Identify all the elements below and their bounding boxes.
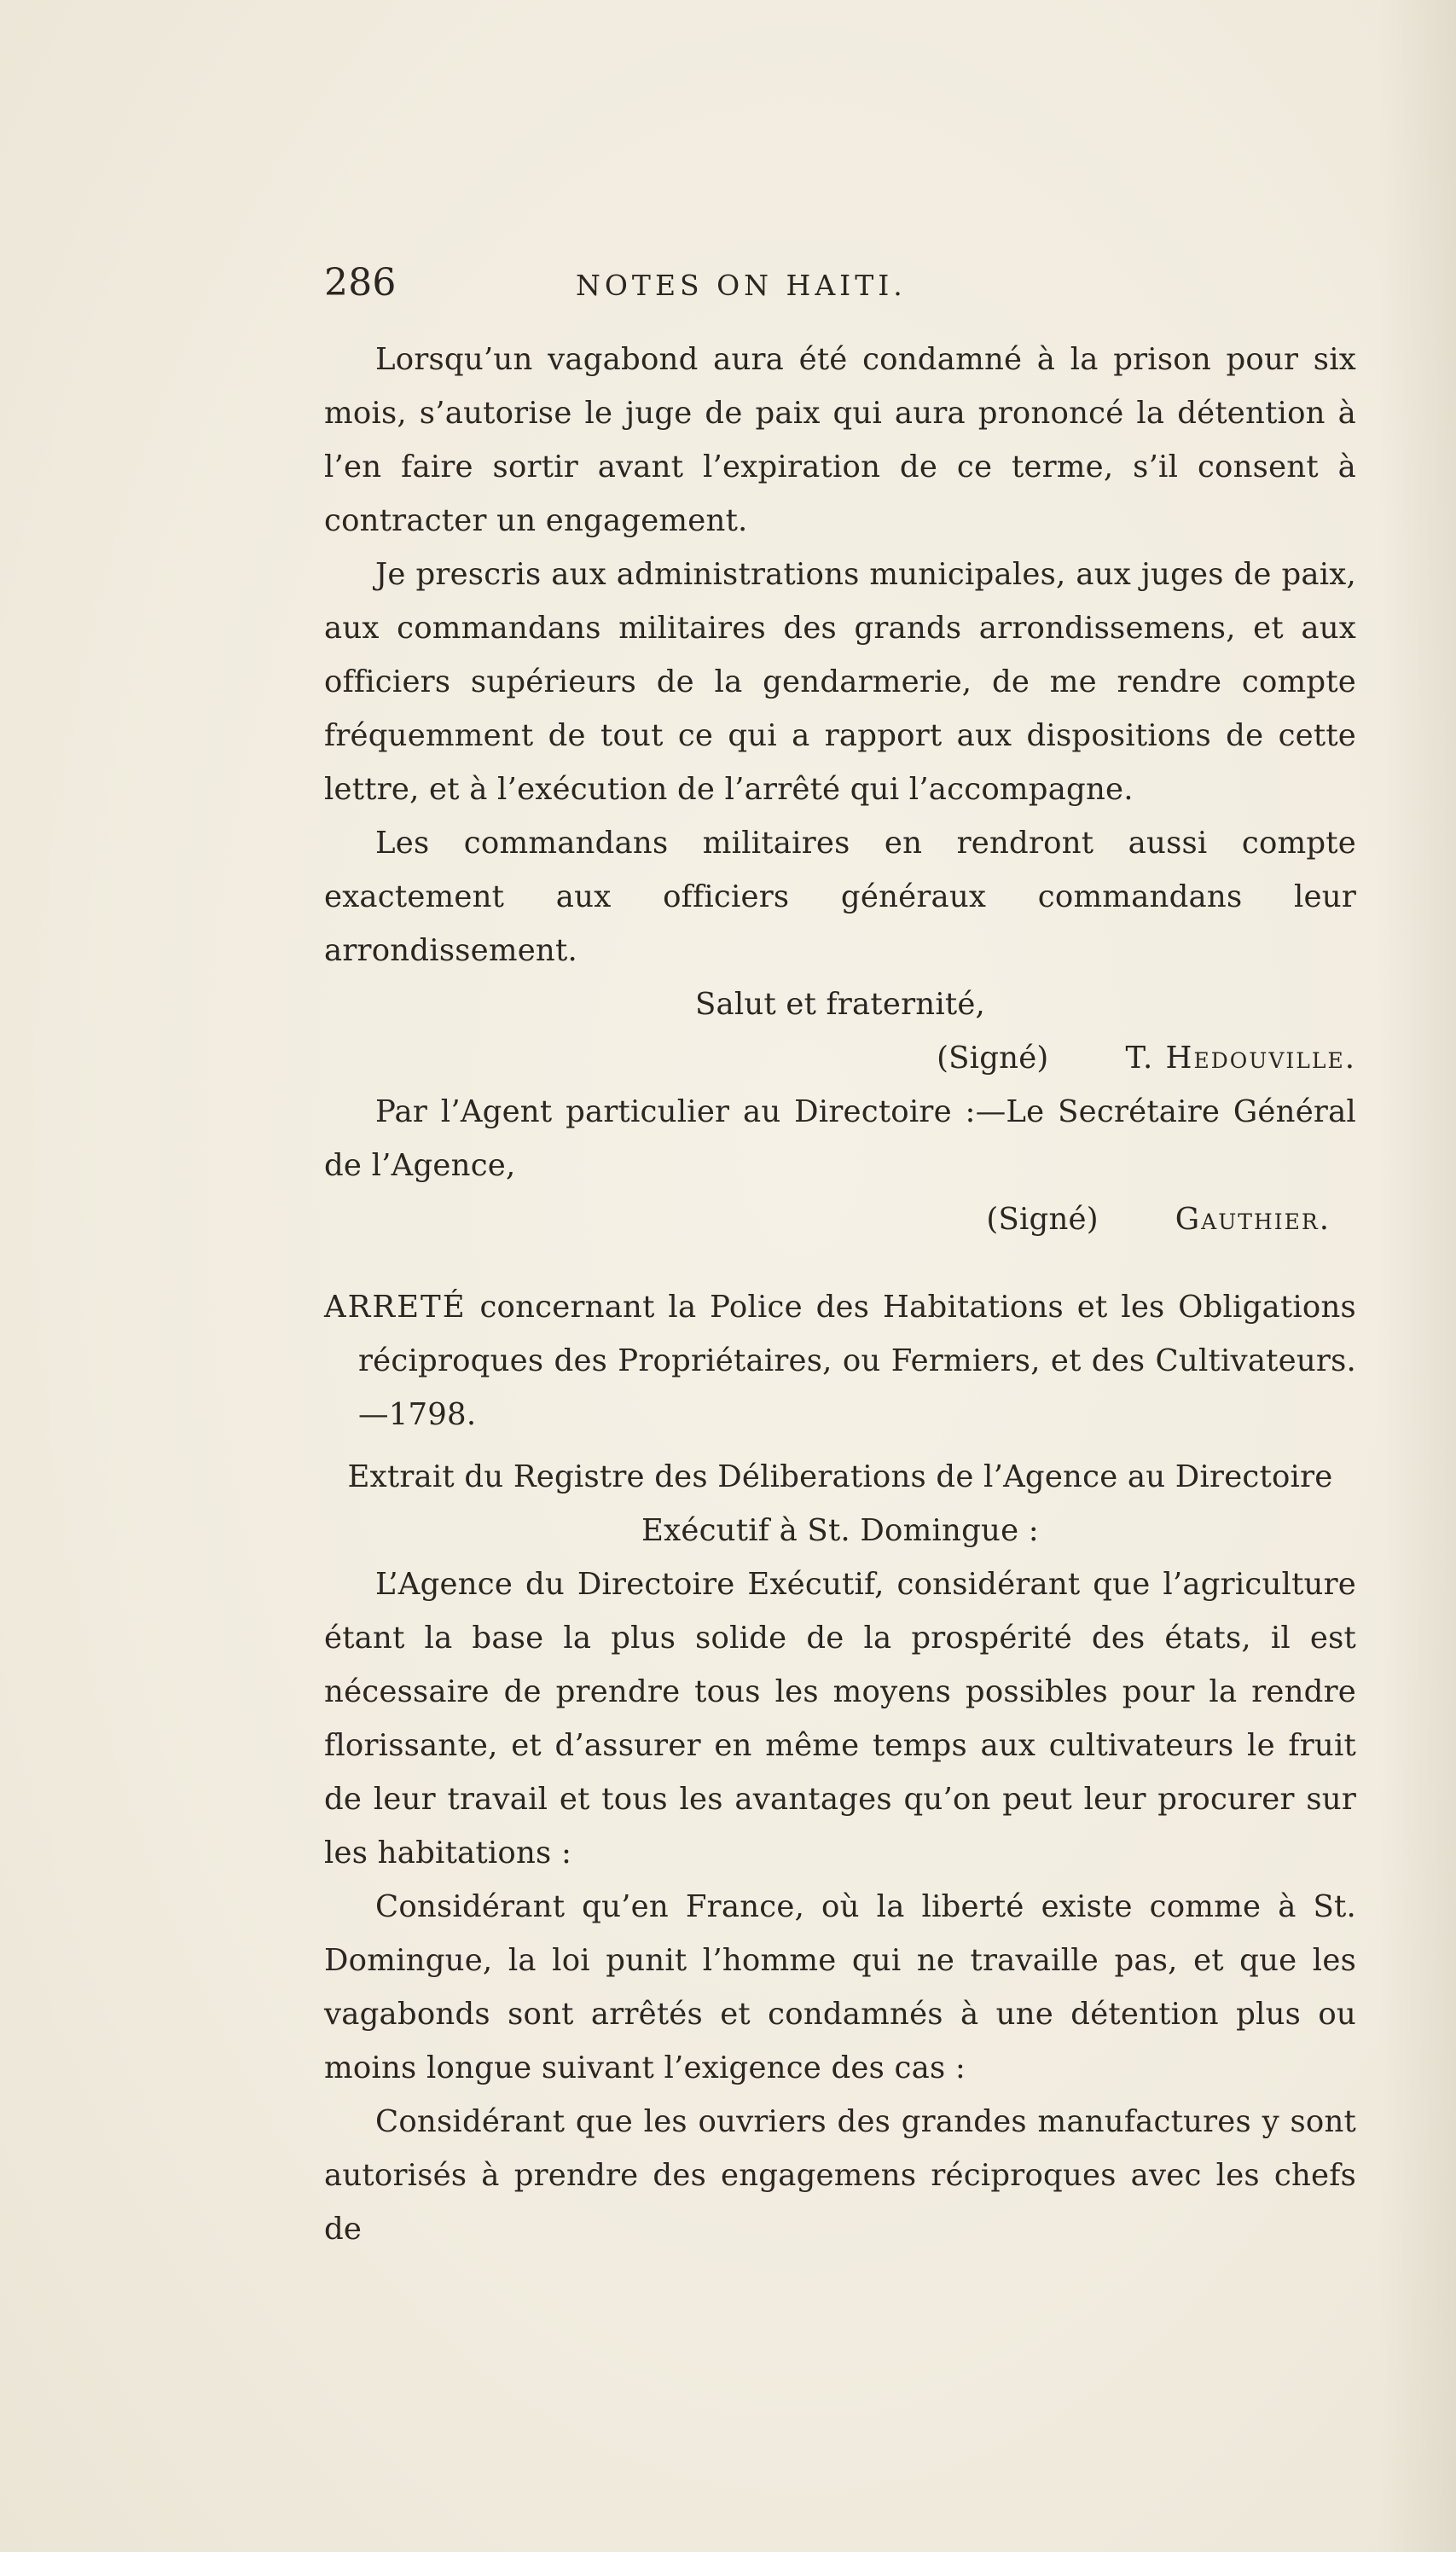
decree-title	[324, 1280, 1356, 1441]
paragraph-commandants: Les commandans militaires en rendront aussi compte exactement aux officiers généraux commandans leur arrondissement.	[324, 826, 1356, 968]
page-text	[324, 256, 1356, 2256]
signature-name: T. Hedouville.	[1125, 1041, 1356, 1076]
paragraph-vagabond: Lorsqu’un vagabond aura été condamné à la prison pour six mois, s’autorise le juge de paix qui aura prononcé la détention à l’en faire sortir avant l’expiration de ce terme, s’il consent à contracter un engagement.	[324, 342, 1356, 538]
page-header	[324, 256, 1356, 316]
signature-name: Gauthier.	[1175, 1202, 1331, 1237]
signature-label: (Signé)	[937, 1041, 1049, 1076]
salutation: Salut et fraternité,	[694, 987, 986, 1022]
extract-heading: Extrait du Registre des Déliberations de l’Agence au Directoire Exécutif à St. Domingue :	[347, 1459, 1333, 1548]
decree-title-rest: concernant la Police des Habitations et les Obligations réciproques des Propriétaires, ou Fermiers, et des Cultivateurs.—1798.	[358, 1290, 1356, 1432]
signature-hedouville	[324, 1031, 1356, 1085]
signature-gauthier	[324, 1192, 1356, 1246]
running-head: NOTES ON HAITI.	[576, 269, 907, 302]
decree-title-head: ARRETÉ	[324, 1290, 467, 1325]
paragraph-prescription: Je prescris aux administrations municipales, aux juges de paix, aux commandans militaires des grands arrondissemens, et aux officiers supérieurs de la gendarmerie, de me rendre compte fréquemment de tout ce qui a rapport aux dispositions de cette lettre, et à l’exécution de l’arrêté qui l’accompagne.	[324, 557, 1356, 807]
paragraph-manufactures: Considérant que les ouvriers des grandes manufactures y sont autorisés à prendre des engagemens réciproques avec les chefs de	[324, 2104, 1356, 2247]
paragraph-agriculture: L’Agence du Directoire Exécutif, considérant que l’agriculture étant la base la plus solide de la prospérité des états, il est nécessaire de prendre tous les moyens possibles pour la rendre florissante, et d’assurer en même temps aux cultivateurs le fruit de leur travail et tous les avantages qu’on peut leur procurer sur les habitations :	[324, 1567, 1356, 1870]
paragraph-france: Considérant qu’en France, où la liberté existe comme à St. Domingue, la loi punit l’homme qui ne travaille pas, et que les vagabonds sont arrêtés et condamnés à une détention plus ou moins longue suivant l’exigence des cas :	[324, 1889, 1356, 2085]
signature-label: (Signé)	[986, 1202, 1099, 1237]
paragraph-secretary: Par l’Agent particulier au Directoire :—Le Secrétaire Général de l’Agence,	[324, 1094, 1356, 1183]
page-number: 286	[324, 261, 397, 304]
